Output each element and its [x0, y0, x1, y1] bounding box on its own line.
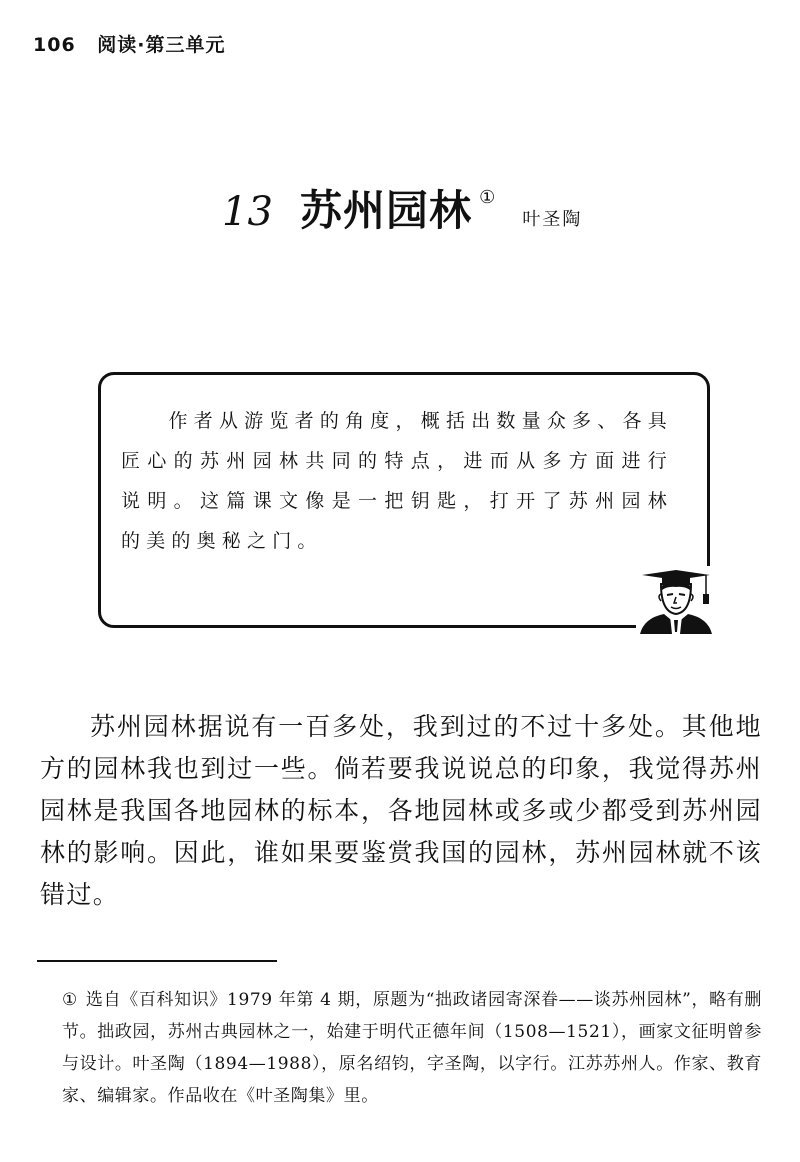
- footnote-mark: ①: [62, 990, 78, 1010]
- lesson-heading: [222, 178, 582, 238]
- page-number: 106: [33, 34, 76, 56]
- section-label: 阅读·第三单元: [97, 34, 226, 56]
- reading-guide-text: 作者从游览者的角度，概括出数量众多、各具匠心的苏州园林共同的特点，进而从多方面进行说明。这篇课文像是一把钥匙，打开了苏州园林的美的奥秘之门。: [121, 410, 673, 552]
- running-head: [33, 30, 226, 57]
- footnote: [62, 984, 762, 1112]
- reading-guide-box: [98, 372, 710, 628]
- title-footnote-mark[interactable]: ①: [479, 187, 496, 208]
- footnote-text: 选自《百科知识》1979 年第 4 期，原题为“拙政诸园寄深眷——谈苏州园林”，略有删节。拙政园，苏州古典园林之一，始建于明代正德年间（1508—1521），画家文征明曾参与设计。叶圣陶（1894—1988），原名绍钧，字圣陶，以字行。江苏苏州人。作家、教育家、编辑家。作品收在《叶圣陶集》里。: [62, 990, 762, 1106]
- lesson-number: 13: [222, 189, 273, 235]
- lesson-title: 苏州园林: [300, 186, 473, 235]
- body-paragraph: 苏州园林据说有一百多处，我到过的不过十多处。其他地方的园林我也到过一些。倘若要我说说总的印象，我觉得苏州园林是我国各地园林的标本，各地园林或多或少都受到苏州园林的影响。因此，谁如果要鉴赏我国的园林，苏州园林就不该错过。: [40, 712, 762, 909]
- author-name: 叶圣陶: [522, 209, 583, 230]
- footnote-divider: [37, 960, 277, 962]
- teacher-with-mortarboard-icon: [636, 566, 716, 634]
